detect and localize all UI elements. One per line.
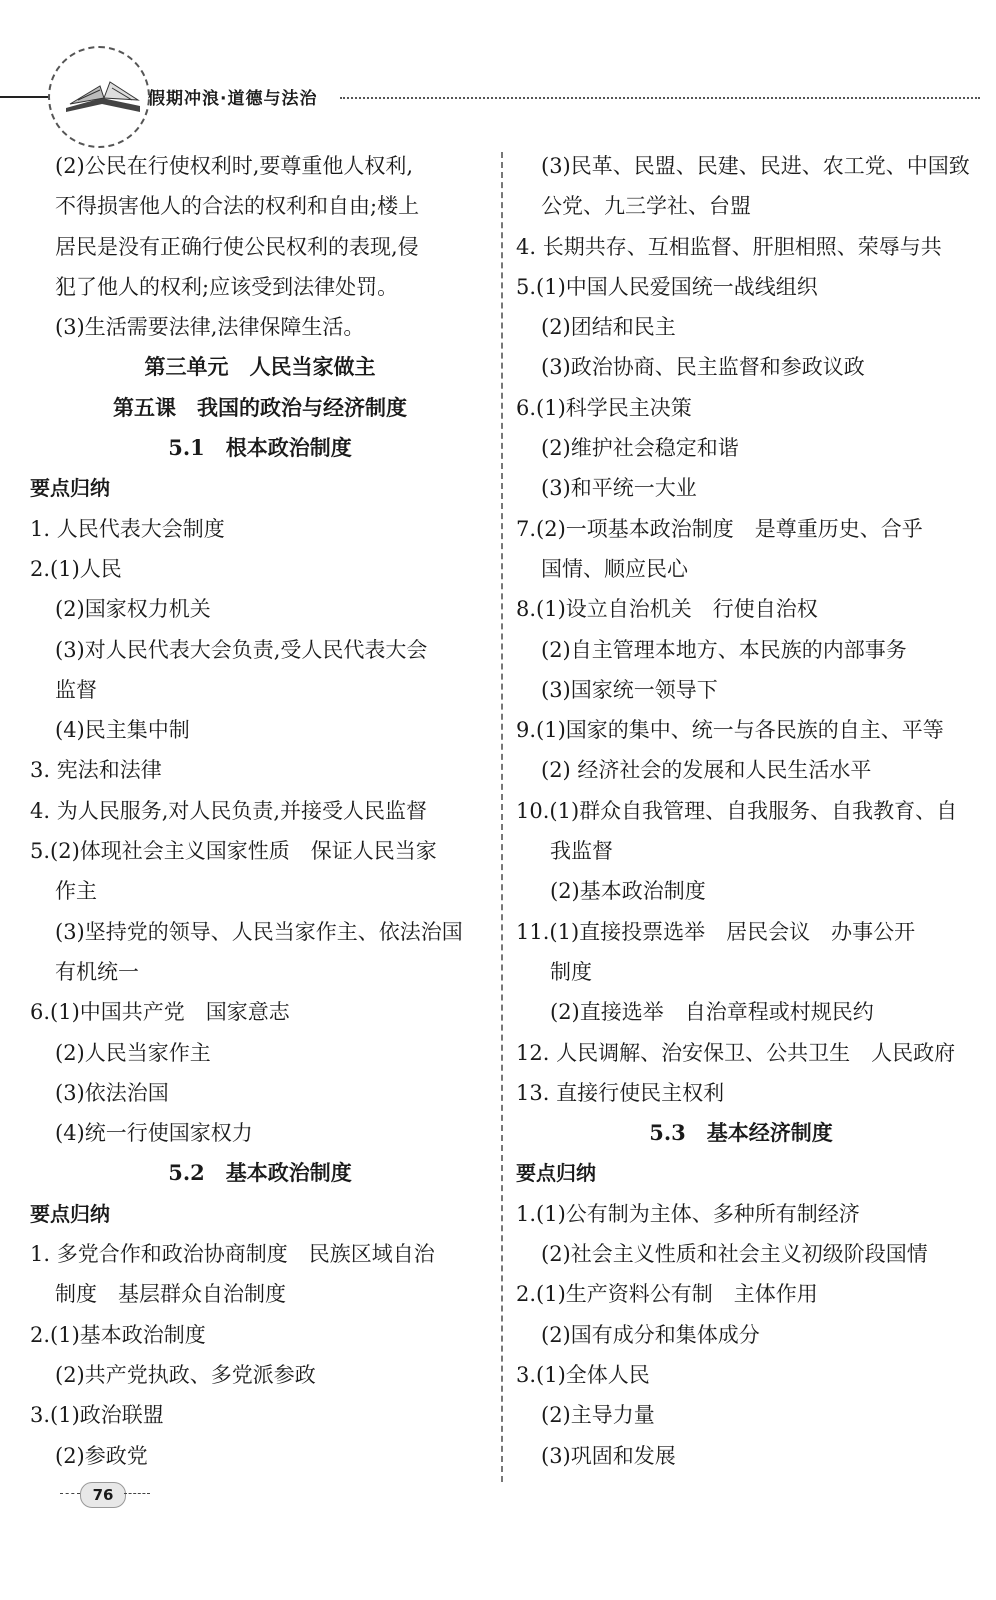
footer-rule-left [60, 1493, 80, 1494]
page-number-footer [60, 1482, 150, 1506]
answer-line: (3)国家统一领导下 [541, 677, 718, 702]
answer-line: 居民是没有正确行使公民权利的表现,侵 [55, 234, 419, 259]
header-rule-left [0, 96, 50, 98]
answer-line: (2)共产党执政、多党派参政 [55, 1362, 316, 1387]
answer-line: (3)对人民代表大会负责,受人民代表大会 [55, 637, 428, 662]
section-title: 第五课 我国的政治与经济制度 [113, 394, 407, 420]
footer-rule-right [124, 1493, 150, 1494]
answer-line: (4)民主集中制 [55, 718, 190, 743]
answer-line: (2)人民当家作主 [55, 1040, 211, 1065]
section-title: 第三单元 人民当家做主 [144, 354, 376, 380]
answer-line: (2)自主管理本地方、本民族的内部事务 [541, 637, 907, 662]
left-column [30, 146, 490, 1476]
answer-line: (2)国家权力机关 [55, 597, 211, 622]
answer-line: 1. 多党合作和政治协商制度 民族区域自治 [30, 1242, 435, 1267]
answer-line: 3.(1)政治联盟 [30, 1403, 164, 1428]
answer-line: 13. 直接行使民主权利 [516, 1080, 725, 1105]
right-column [516, 146, 970, 1476]
column-divider [501, 152, 503, 1482]
answer-line: (2)国有成分和集体成分 [541, 1322, 760, 1347]
header-title: 假期冲浪·道德与法治 [148, 89, 318, 109]
answer-line: 4. 为人民服务,对人民负责,并接受人民监督 [30, 798, 428, 823]
section-heading: 要点归纳 [30, 476, 110, 501]
answer-line: 1. 人民代表大会制度 [30, 516, 225, 541]
answer-line: 5.(2)体现社会主义国家性质 保证人民当家 [30, 839, 437, 864]
answer-line: 公党、九三学社、台盟 [541, 194, 751, 219]
page-number: 76 [80, 1482, 126, 1508]
answer-line: (2)社会主义性质和社会主义初级阶段国情 [541, 1242, 928, 1267]
section-heading: 要点归纳 [516, 1161, 596, 1186]
answer-line: (2)直接选举 自治章程或村规民约 [550, 1000, 874, 1025]
answer-line: 有机统一 [55, 959, 139, 984]
answer-line: (4)统一行使国家权力 [55, 1121, 253, 1146]
answer-line: 10.(1)群众自我管理、自我服务、自我教育、自 [516, 798, 958, 823]
answer-line: (3)依法治国 [55, 1080, 169, 1105]
answer-line: (2)公民在行使权利时,要尊重他人权利, [55, 154, 414, 178]
answer-line: (3)和平统一大业 [541, 476, 697, 501]
answer-line: 6.(1)科学民主决策 [516, 395, 692, 420]
section-title: 5.3 基本经济制度 [649, 1120, 833, 1146]
answer-line: 9.(1)国家的集中、统一与各民族的自主、平等 [516, 718, 944, 743]
answer-line: 5.(1)中国人民爱国统一战线组织 [516, 274, 818, 299]
answer-line: (3)民革、民盟、民建、民进、农工党、中国致 [541, 154, 970, 178]
answer-line: (3)巩固和发展 [541, 1443, 676, 1468]
answer-line: 作主 [55, 879, 97, 904]
answer-line: 监督 [55, 677, 97, 702]
section-title: 5.1 根本政治制度 [168, 435, 352, 461]
answer-line: 8.(1)设立自治机关 行使自治权 [516, 597, 818, 622]
answer-line: 国情、顺应民心 [541, 556, 688, 581]
answer-line: 2.(1)人民 [30, 556, 122, 581]
section-heading: 要点归纳 [30, 1201, 110, 1226]
answer-line: (2)团结和民主 [541, 315, 676, 340]
answer-line: 我监督 [550, 839, 613, 864]
answer-line: (2)维护社会稳定和谐 [541, 436, 739, 461]
answer-line: (3)政治协商、民主监督和参政议政 [541, 355, 865, 380]
answer-line: 2.(1)基本政治制度 [30, 1322, 206, 1347]
answer-line: (2) 经济社会的发展和人民生活水平 [541, 758, 872, 783]
answer-line: (2)主导力量 [541, 1403, 655, 1428]
answer-line: 制度 基层群众自治制度 [55, 1282, 286, 1307]
header-rule-dotted [340, 97, 980, 99]
answer-line: 犯了他人的权利;应该受到法律处罚。 [55, 274, 399, 299]
answer-line: 12. 人民调解、治安保卫、公共卫生 人民政府 [516, 1040, 956, 1065]
answer-line: 4. 长期共存、互相监督、肝胆相照、荣辱与共 [516, 234, 942, 259]
answer-line: (3)生活需要法律,法律保障生活。 [55, 315, 365, 340]
answer-line: 制度 [550, 959, 592, 984]
answer-line: (2)参政党 [55, 1443, 148, 1468]
page-header [0, 40, 996, 140]
answer-line: 7.(2)一项基本政治制度 是尊重历史、合乎 [516, 516, 923, 541]
answer-line: (3)坚持党的领导、人民当家作主、依法治国 [55, 919, 463, 944]
answer-line: 3. 宪法和法律 [30, 758, 162, 783]
book-icon [64, 78, 144, 114]
answer-line: 不得损害他人的合法的权利和自由;楼上 [55, 194, 420, 219]
answer-line: 1.(1)公有制为主体、多种所有制经济 [516, 1201, 860, 1226]
answer-line: (2)基本政治制度 [550, 879, 706, 904]
answer-line: 6.(1)中国共产党 国家意志 [30, 1000, 290, 1025]
answer-line: 3.(1)全体人民 [516, 1362, 650, 1387]
answer-line: 11.(1)直接投票选举 居民会议 办事公开 [516, 919, 916, 944]
answer-line: 2.(1)生产资料公有制 主体作用 [516, 1282, 818, 1307]
section-title: 5.2 基本政治制度 [168, 1160, 352, 1186]
